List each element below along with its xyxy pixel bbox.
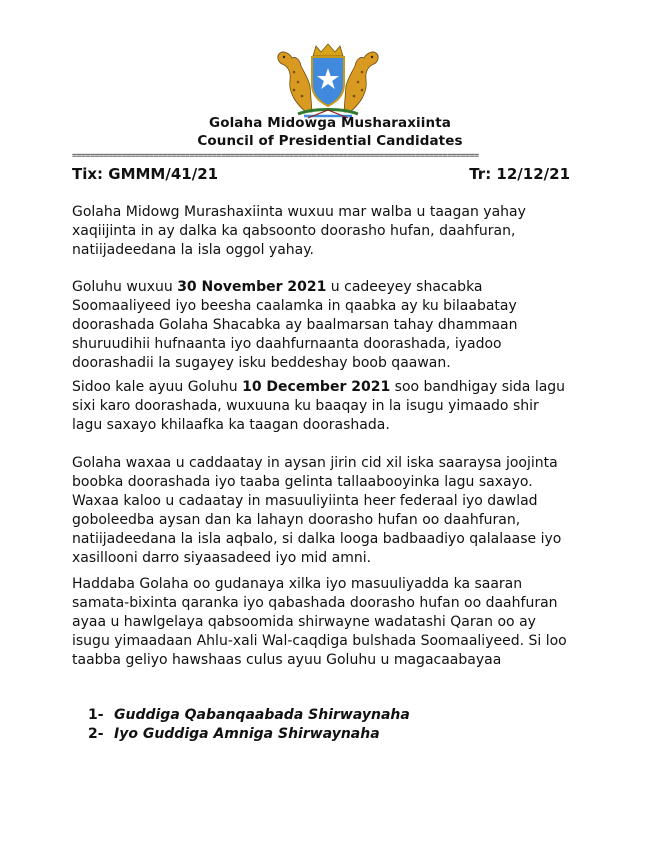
paragraph-3-text-b: soo bandhigay sida lagu sixi karo doorashada, wuxuuna ku baaqay in la isugu yimaado shir lagu saxayo khilaafka ka taagan doorashada. <box>72 379 566 433</box>
list-item-number: 2- <box>88 726 104 742</box>
organization-name-english: Council of Presidential Candidates <box>197 133 463 149</box>
separator-line: ========================================================================================== <box>72 151 479 161</box>
paragraph-3 <box>72 378 572 435</box>
paragraph-4: Golaha waxaa u caddaatay in aysan jirin cid xil iska saaraysa joojinta boobka doorashada iyo taaba gelinta tallaabooyinka lagu saxayo. Waxaa kaloo u cadaatay in masuuliyiinta heer federaal iyo dawlad goboleedba aysan dan ka lahayn doorasho hufan oo daahfuran, natiijadeedana la isla aqbalo, si dalka looga badbaadiyo qalalaase iyo xasillooni darro siyaasadeed iyo mid amni. <box>72 455 562 566</box>
paragraph-2-text-a: Goluhu wuxuu <box>72 279 178 295</box>
list-item-number: 1- <box>88 707 104 723</box>
paragraph-2 <box>72 278 572 373</box>
reference-date: Tr: 12/12/21 <box>469 165 570 183</box>
list-item <box>88 725 410 744</box>
paragraph-3-text-a: Sidoo kale ayuu Goluhu <box>72 379 243 395</box>
list-item-text: Iyo Guddiga Amniga Shirwaynaha <box>114 726 380 742</box>
reference-number: Tix: GMMM/41/21 <box>72 165 219 183</box>
paragraph-5: Haddaba Golaha oo gudanaya xilka iyo masuuliyadda ka saaran samata-bixinta qaranka iyo qabashada doorasho hufan oo daahfuran ayaa u hawlgelaya qabsoomida shirwayne wadatashi Qaran oo ay isugu yimaadaan Ahlu-xali Wal-caqdiga bulshada Soomaaliyeed. Si loo taabba geliyo hawshaas culus ayuu Goluhu u magacaabayaa <box>72 576 567 668</box>
committee-list <box>88 706 410 744</box>
somalia-coat-of-arms-icon <box>268 42 388 120</box>
reference-row <box>72 165 570 183</box>
paragraph-2-text-b: u cadeeyey shacabka Soomaaliyeed iyo beesha caalamka in qaabka ay ku bilaabatay doorashada Golaha Shacabka ay baalmarsan tahay dhammaan shuruudihii hufnaanta iyo daahfurnaanta doorashada, iyadoo doorashadii la sugayey isku beddeshay boob qaawan. <box>72 279 518 371</box>
paragraph-3-date: 10 December 2021 <box>242 379 391 395</box>
list-item-text: Guddiga Qabanqaabada Shirwaynaha <box>114 707 410 723</box>
paragraph-1: Golaha Midowg Murashaxiinta wuxuu mar walba u taagan yahay xaqiijinta in ay dalka ka qabsoonto doorasho hufan, daahfuran, natiijadeedana la isla oggol yahay. <box>72 204 526 258</box>
paragraph-2-date: 30 November 2021 <box>177 279 327 295</box>
list-item <box>88 706 410 725</box>
organization-name-somali: Golaha Midowga Musharaxiinta <box>209 115 451 131</box>
